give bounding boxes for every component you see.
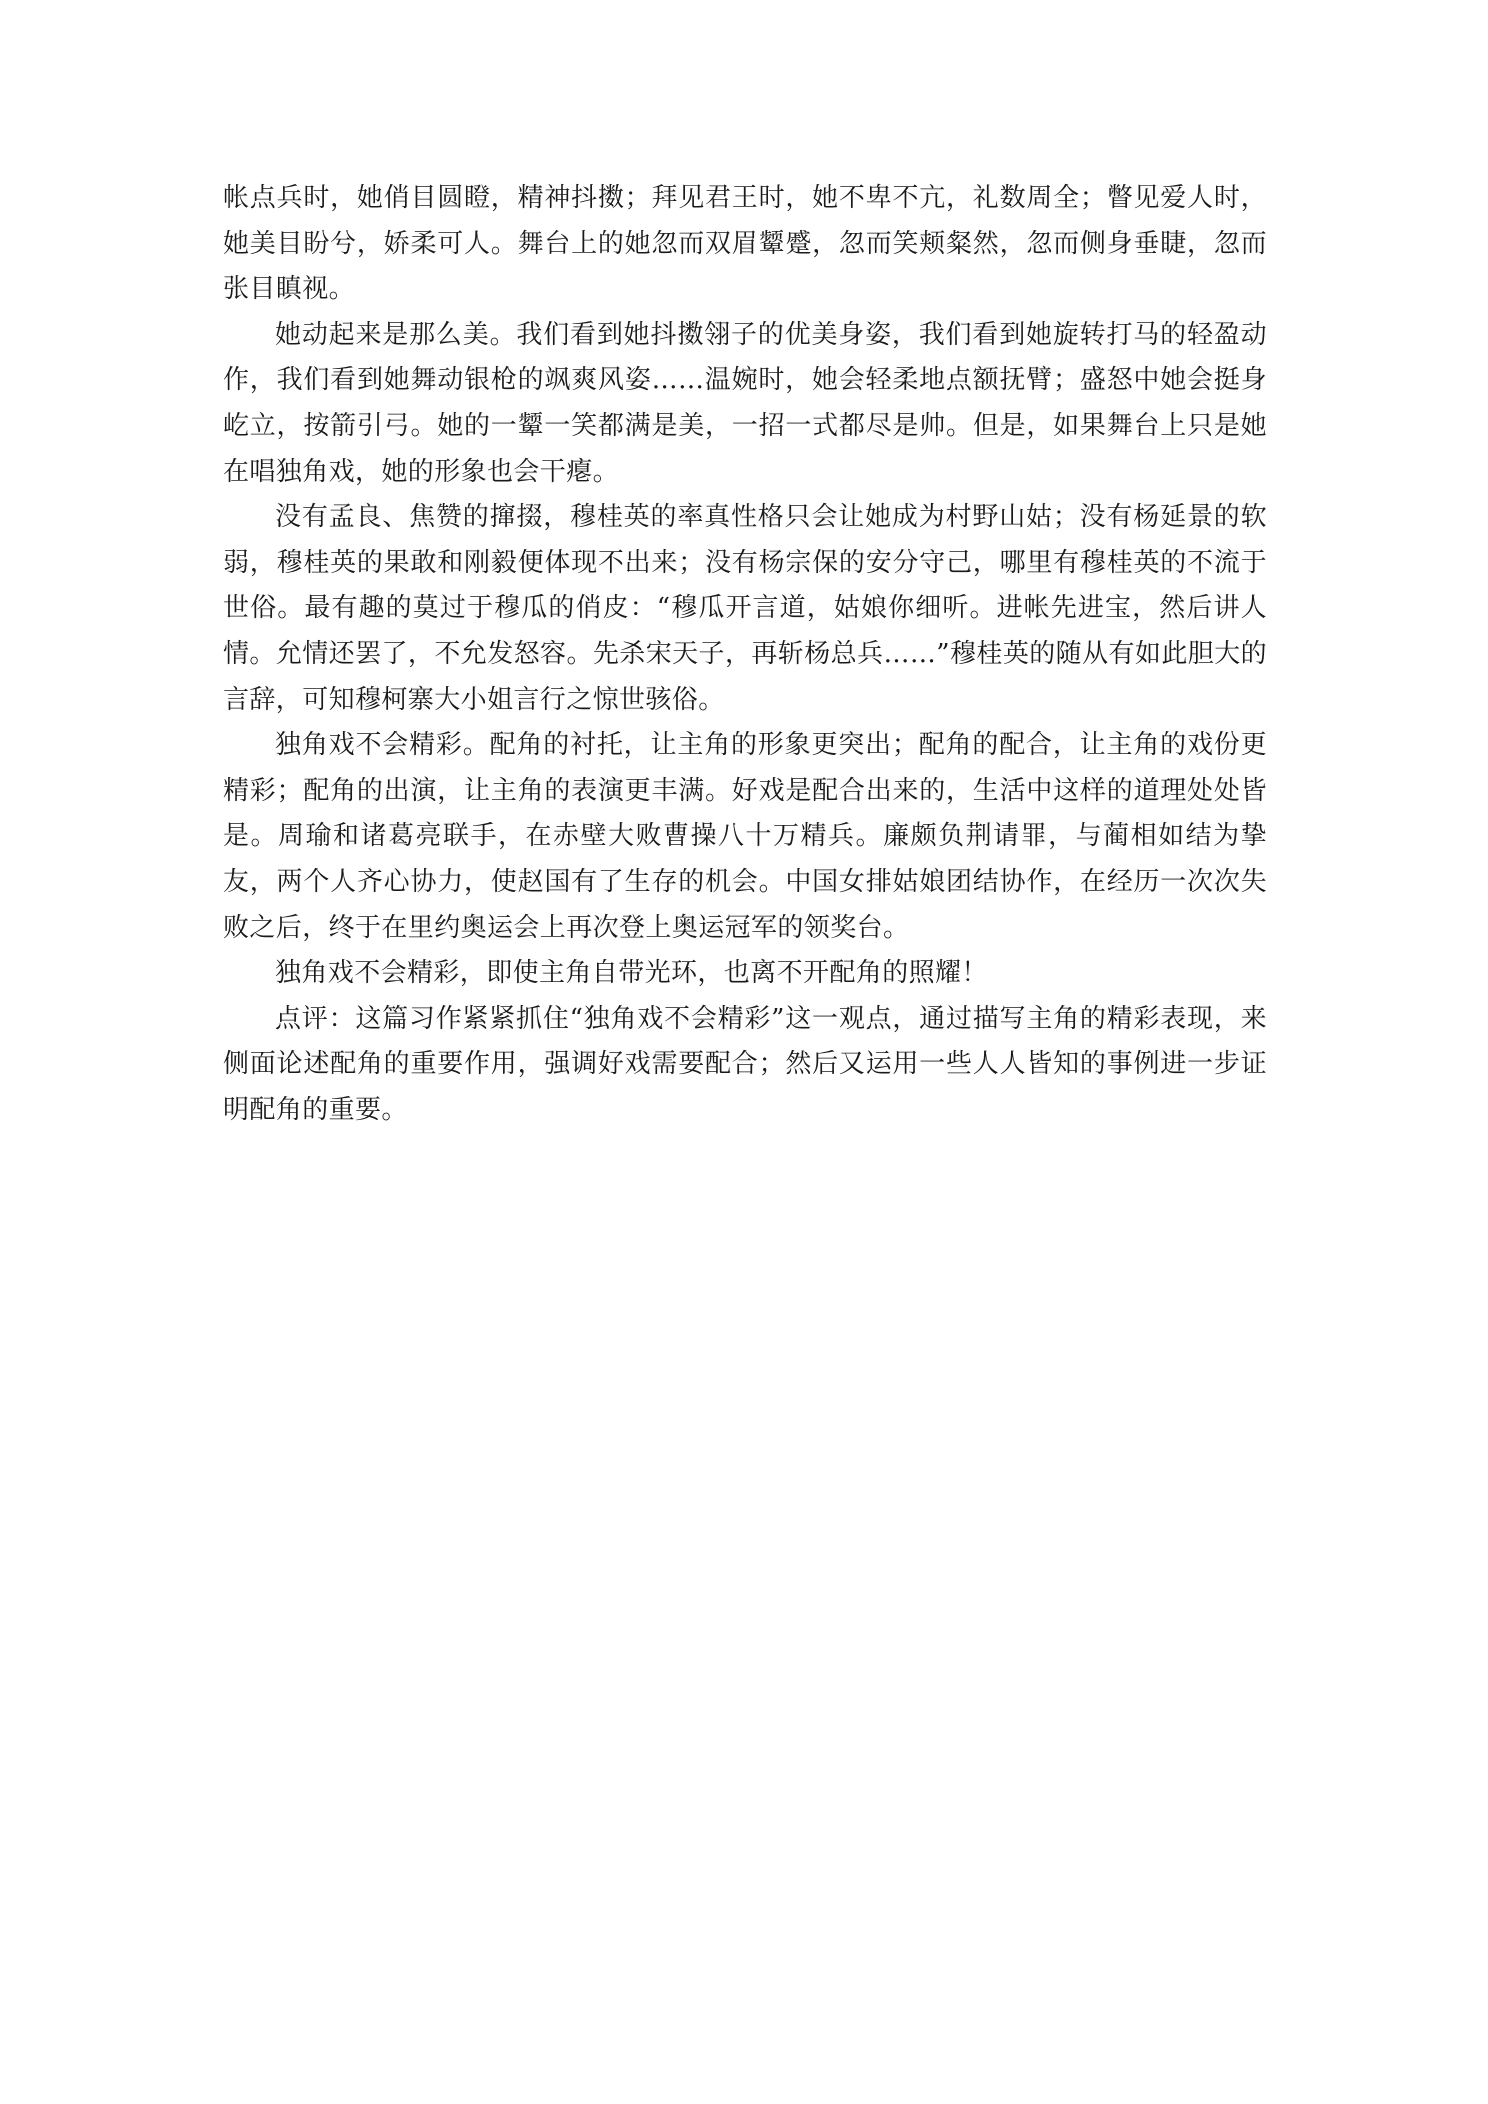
paragraph-conclusion: 独角戏不会精彩，即使主角自带光环，也离不开配角的照耀！ xyxy=(275,958,988,989)
paragraph-examples: 独角戏不会精彩。配角的衬托，让主角的形象更突出；配角的配合，让主角的戏份更精彩；配角的出演，让主角的表演更丰满。好戏是配合出来的，生活中这样的道理处处皆是。周瑜和诸葛亮联手，在赤壁大败曹操八十万精兵。廉颇负荆请罪，与蔺相如结为挚友，两个人齐心协力，使赵国有了生存的机会。中国女排姑娘团结协作，在经历一次次失败之后，终于在里约奥运会上再次登上奥运冠军的领奖台。 xyxy=(223,730,1267,943)
paragraph-supporting-roles: 没有孟良、焦赞的撺掇，穆桂英的率真性格只会让她成为村野山姑；没有杨延景的软弱，穆桂英的果敢和刚毅便体现不出来；没有杨宗保的安分守己，哪里有穆桂英的不流于世俗。最有趣的莫过于穆瓜的俏皮：“穆瓜开言道，姑娘你细听。进帐先进宝，然后讲人情。允情还罢了，不允发怒容。先杀宋天子，再斩杨总兵……”穆桂英的随从有如此胆大的言辞，可知穆柯寨大小姐言行之惊世骇俗。 xyxy=(223,502,1267,715)
paragraph-movement: 她动起来是那么美。我们看到她抖擞翎子的优美身姿，我们看到她旋转打马的轻盈动作，我们看到她舞动银枪的飒爽风姿……温婉时，她会轻柔地点额抚臂；盛怒中她会挺身屹立，按箭引弓。她的一颦一笑都满是美，一招一式都尽是帅。但是，如果舞台上只是她在唱独角戏，她的形象也会干瘪。 xyxy=(223,319,1267,487)
document-body xyxy=(223,176,1267,1133)
paragraph-commentary: 点评：这篇习作紧紧抓住“独角戏不会精彩”这一观点，通过描写主角的精彩表现，来侧面论述配角的重要作用，强调好戏需要配合；然后又运用一些人人皆知的事例进一步证明配角的重要。 xyxy=(223,1003,1267,1125)
paragraph-continued: 帐点兵时，她俏目圆瞪，精神抖擞；拜见君王时，她不卑不亢，礼数周全；瞥见爱人时，她美目盼兮，娇柔可人。舞台上的她忽而双眉颦蹙，忽而笑颊粲然，忽而侧身垂睫，忽而张目瞋视。 xyxy=(223,183,1267,305)
